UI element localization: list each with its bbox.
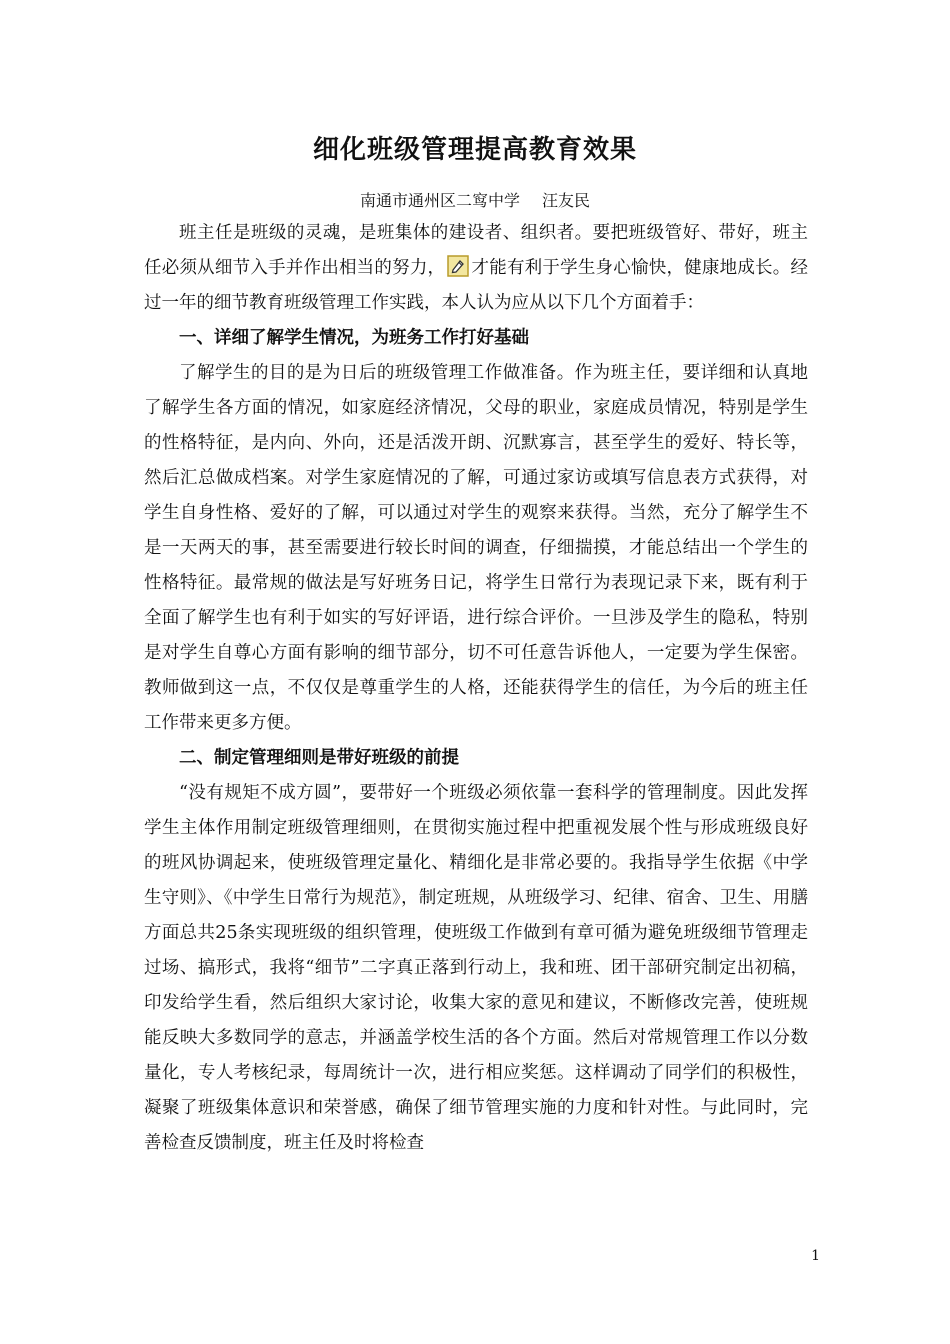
page-number: 1 — [811, 1248, 820, 1264]
byline — [0, 190, 950, 212]
intro-paragraph — [144, 216, 808, 321]
byline-author: 汪友民 — [542, 191, 591, 210]
section-2-paragraph: “没有规矩不成方圆”，要带好一个班级必须依靠一套科学的管理制度。因此发挥学生主体作用制定班级管理细则，在贯彻实施过程中把重视发展个性与形成班级良好的班风协调起来，使班级管理定量化、精细化是非常必要的。我指导学生依据《中学生守则》、《中学生日常行为规范》，制定班规，从班级学习、纪律、宿舍、卫生、用膳方面总共25条实现班级的组织管理，使班级工作做到有章可循为避免班级细节管理走过场、搞形式，我将“细节”二字真正落到行动上，我和班、团干部研究制定出初稿，印发给学生看，然后组织大家讨论，收集大家的意见和建议，不断修改完善，使班规能反映大多数同学的意志，并涵盖学校生活的各个方面。然后对常规管理工作以分数量化，专人考核纪录，每周统计一次，进行相应奖惩。这样调动了同学们的积极性，凝聚了班级集体意识和荣誉感，确保了细节管理实施的力度和针对性。与此同时，完善检查反馈制度，班主任及时将检查 — [144, 783, 808, 1153]
intro-text-start: 班主任是班级的灵魂，是班集体的建设者、组织者。要把班级管好、带好，班主任必须从细节入手并作出相当的努力， — [144, 223, 808, 278]
byline-school: 南通市通州区二窎中学 — [359, 191, 520, 210]
section-1-paragraph: 了解学生的目的是为日后的班级管理工作做准备。作为班主任，要详细和认真地了解学生各方面的情况，如家庭经济情况，父母的职业，家庭成员情况，特别是学生的性格特征，是内向、外向，还是活泼开朗、沉默寡言，甚至学生的爱好、特长等，然后汇总做成档案。对学生家庭情况的了解，可通过家访或填写信息表方式获得，对学生自身性格、爱好的了解，可以通过对学生的观察来获得。当然，充分了解学生不是一天两天的事，甚至需要进行较长时间的调查，仔细揣摸，才能总结出一个学生的性格特征。最常规的做法是写好班务日记，将学生日常行为表现记录下来，既有利于全面了解学生也有利于如实的写好评语，进行综合评价。一旦涉及学生的隐私，特别是对学生自尊心方面有影响的细节部分，切不可任意告诉他人，一定要为学生保密。教师做到这一点，不仅仅是尊重学生的人格，还能获得学生的信任，为今后的班主任工作带来更多方便。 — [144, 363, 808, 733]
edit-icon — [447, 255, 469, 277]
section-2-heading: 二、制定管理细则是带好班级的前提 — [179, 748, 459, 768]
document-body — [144, 216, 808, 1161]
section-1-heading: 一、详细了解学生情况，为班务工作打好基础 — [179, 328, 529, 348]
document-title: 细化班级管理提高教育效果 — [312, 135, 637, 165]
intro-text-end: 才能有利于学生身心愉快，健康地成长。经过一年的细节教育班级管理工作实践，本人认为应从以下几个方面着手： — [144, 258, 809, 313]
